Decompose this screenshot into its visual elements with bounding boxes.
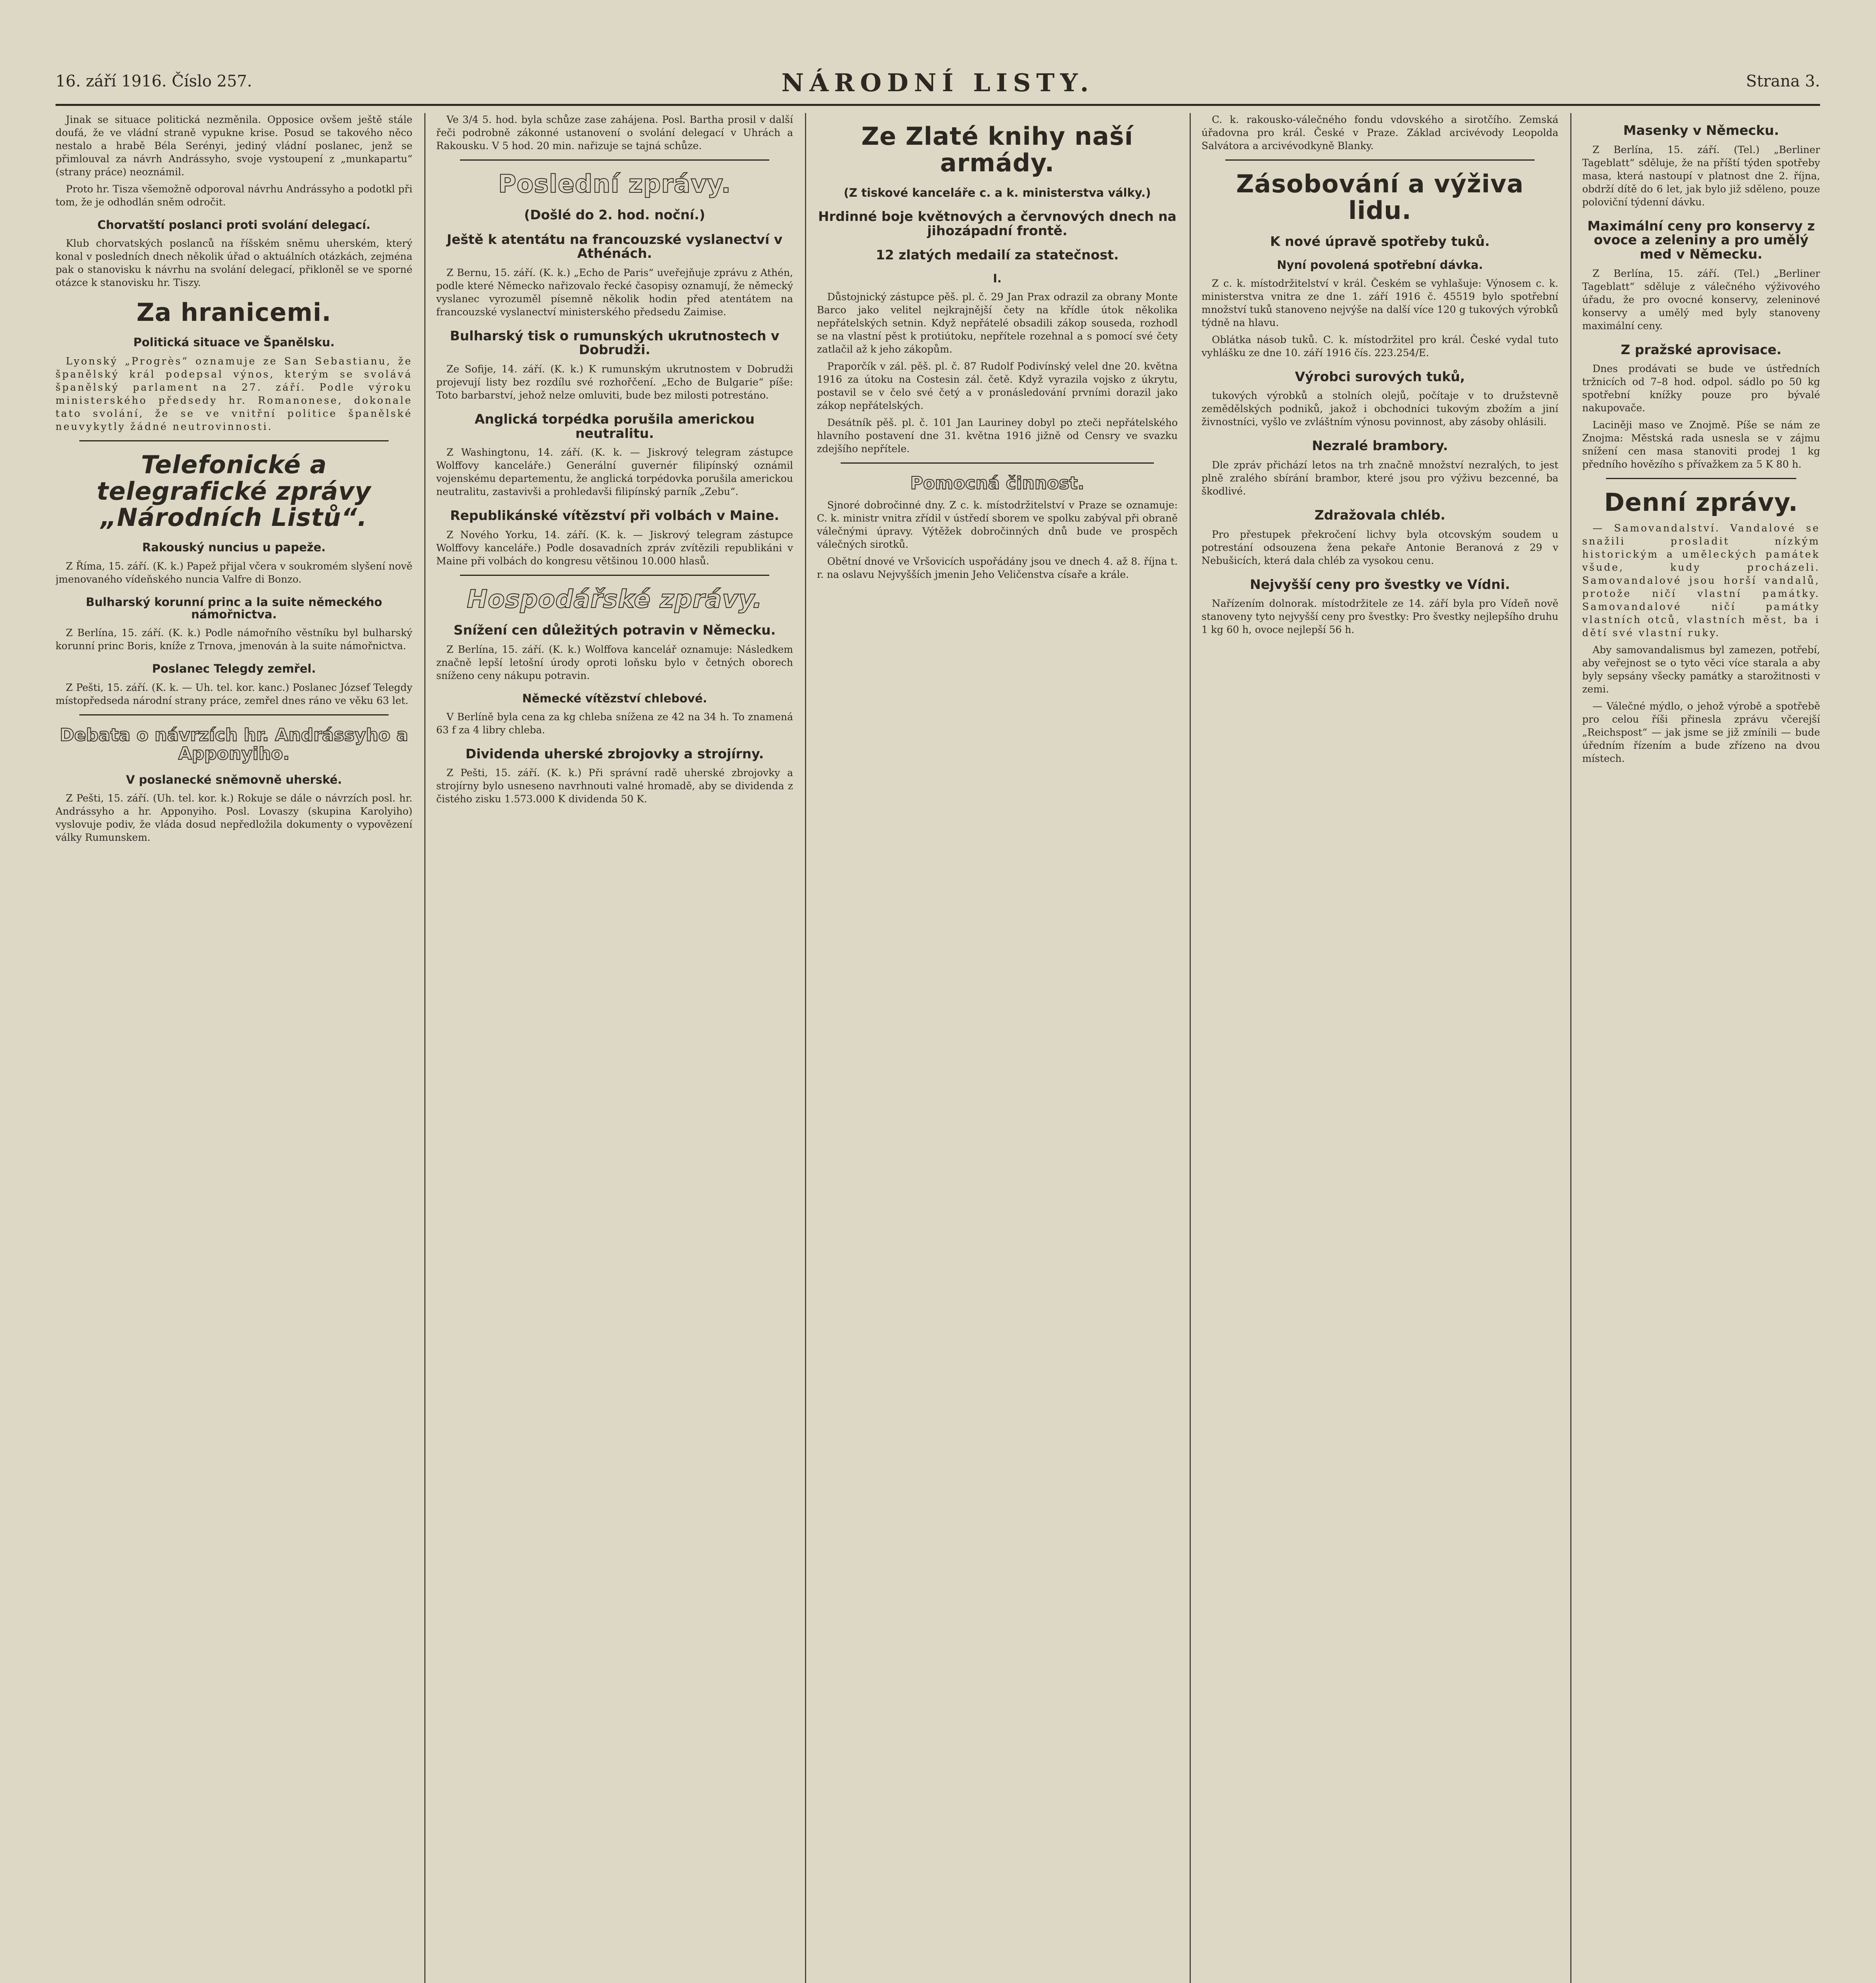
article-text: Důstojnický zástupce pěš. pl. č. 29 Jan Prax odrazil za obrany Monte Barco jako velitel nejkrajnější čety na křídle útok několika nepřátelských setnin. Když nepřátelé obsadili zákop souseda, rozhodl se na vlastní pěst k protiútoku, nepřítele rozehnal a s pomocí své čety zatlačil až k jeho zákopům.	[817, 291, 1178, 355]
article-text: Z Nového Yorku, 14. září. (K. k. — Jiskrový telegram zástupce Wolffovy kanceláře.) Podle dosavadních zpráv zvítězili republikáni v Maine při volbách do kongresu většinou 10.000 hlasů.	[436, 529, 793, 567]
article-text: Aby samovandalismus byl zamezen, potřebí, aby veřejnost se o tyto věci více starala a aby byly sepsány všecky památky a starožitnosti v zemi.	[1582, 644, 1820, 695]
article-text: Z Berlína, 15. září. (K. k.) Wolffova kancelář oznamuje: Následkem značně lepší letošní úrody oproti loňsku bylo v četných oborech sníženo ceny nákupu potravin.	[436, 643, 793, 681]
page-header	[56, 68, 1820, 106]
article-text: Ve 3/4 5. hod. byla schůze zase zahájena. Posl. Bartha prosil v další řeči podrobně zákonné ustanovení o svolání delegací v Uhrách a Rakousku. V 5 hod. 20 min. nařizuje se tajná schůze.	[436, 114, 793, 152]
article-heading: Rakouský nuncius u papeže.	[142, 541, 326, 554]
section-heading: Poslední zprávy.	[498, 169, 731, 198]
article-text: Obětní dnové ve Vršovicích uspořádány jsou ve dnech 4. až 8. října t. r. na oslavu Nejvyšších jmenin Jeho Veličenstva císaře a krále.	[817, 555, 1178, 580]
article-heading: Ještě k atentátu na francouzské vyslanectví v Athénách.	[446, 231, 783, 261]
column-3	[817, 113, 1178, 1983]
section-heading: Debata o návrzích hr. Andrássyho a Apponyiho.	[59, 725, 408, 764]
article-text: Z Berlína, 15. září. (Tel.) „Berliner Tageblatt“ sděluje, že na příští týden spotřeby masa, která nastoupí v platnost dne 2. října, obdrží dítě do 6 let, jak bylo již sděleno, pouze poloviční týdenní dávku.	[1582, 144, 1820, 208]
section-subheading: (Došlé do 2. hod. noční.)	[524, 207, 705, 222]
section-heading: Hospodářské zprávy.	[467, 584, 763, 614]
article-heading: Německé vítězství chlebové.	[522, 691, 707, 705]
divider	[460, 575, 769, 576]
article-text: Z Washingtonu, 14. září. (K. k. — Jiskrový telegram zástupce Wolffovy kanceláře.) Generální guvernér filipínský oznámil vojenskému departementu, že anglická torpédovka porušila americkou neutralitu, zastavivši a prohledavši filipínský parník „Zebu“.	[436, 447, 793, 498]
section-heading: Chorvatští poslanci proti svolání delegací.	[97, 218, 371, 232]
column-separator	[805, 113, 806, 1983]
article-heading: K nové úpravě spotřeby tuků.	[1270, 233, 1490, 249]
article-heading: Dividenda uherské zbrojovky a strojírny.	[465, 746, 764, 761]
section-heading: Telefonické a telegrafické zprávy „Národních Listů“.	[96, 450, 372, 532]
article-text: Z Pešti, 15. září. (Uh. tel. kor. k.) Rokuje se dále o návrzích posl. hr. Andrássyho a hr. Apponyiho. Posl. Lovaszy (skupina Karolyiho) vyslovuje podiv, že vláda dosud nepředložila dokumenty o vypovězení války Rumunskem.	[56, 792, 412, 844]
article-heading: Republikánské vítězství při volbách v Maine.	[450, 508, 779, 524]
article-text: Desátník pěš. pl. č. 101 Jan Lauriney dobyl po zteči nepřátelského hlavního postavení dne 31. května 1916 jižně od Censry ve svazku zdejšího nepřítele.	[817, 417, 1178, 455]
article-text: C. k. rakousko-válečného fondu vdovského a sirotčího. Zemská úřadovna pro král. České v Praze. Základ arcivévody Leopolda Salvátora a arcivévodkyně Blanky.	[1201, 114, 1558, 152]
article-heading: Poslanec Telegdy zemřel.	[152, 662, 316, 676]
part-number: I.	[993, 272, 1002, 286]
section-heading: Denní zprávy.	[1604, 488, 1798, 517]
masthead-title: NÁRODNÍ LISTY.	[781, 68, 1094, 97]
article-text: Ze Sofije, 14. září. (K. k.) K rumunským ukrutnostem v Dobrudži projevují listy bez rozdílu své rozhořčení. „Echo de Bulgarie“ píše: Toto barbarství, jehož nelze omluviti, bude bez milosti potrestáno.	[436, 363, 793, 401]
article-heading: Z pražské aprovisace.	[1621, 341, 1782, 357]
article-heading: Politická situace ve Španělsku.	[133, 336, 335, 349]
column-5	[1582, 113, 1820, 1983]
article-heading: 12 zlatých medailí za statečnost.	[876, 247, 1119, 263]
article-heading: Nezralé brambory.	[1312, 438, 1448, 454]
article-text: — Válečné mýdlo, o jehož výrobě a spotřebě pro celou říši přinesla zprávu včerejší „Reichspost“ — jak jsme se již zmínili — bude úředním řízením a bude zřízeno na dvou místech.	[1582, 700, 1820, 765]
article-heading: Zdražovala chléb.	[1315, 507, 1445, 523]
article-text: tukových výrobků a stolních olejů, počítaje v to družstevně zemědělských podniků, jakož i obchodníci tukovým zbožím a jiní živnostníci, vyšlo ve zvláštním výnosu povinnost, aby zásoby ohlásili.	[1201, 390, 1558, 428]
article-text: V Berlíně byla cena za kg chleba snížena ze 42 na 34 h. To znamená 63 f za 4 libry chleba.	[436, 711, 793, 736]
article-text: Jinak se situace politická nezměnila. Opposice ovšem ještě stále doufá, že ve vládní straně vypukne krise. Posud se takového něco nestalo a hrabě Béla Serényi, jediný vládní poslanec, jenž se přimlouval za návrh Andrássyho, svoje vystoupení z „munkapartu“ (strany práce) neoznámil.	[56, 114, 412, 178]
article-text: Dnes prodávati se bude ve ústředních tržnicích od 7–8 hod. odpol. sádlo po 50 kg spotřební knížky pouze pro bývalé nakupovače.	[1582, 363, 1820, 414]
divider	[1606, 478, 1796, 479]
article-text: Z Říma, 15. září. (K. k.) Papež přijal včera v soukromém slyšení nově jmenovaného vídeňského nuncia Valfre di Bonzo.	[56, 560, 412, 585]
article-text: Pro přestupek překročení lichvy byla otcovským soudem u potrestání odsouzena žena pekaře Antonie Beranová z 29 v Nebušicích, která dala chléb za vysokou cenu.	[1201, 528, 1558, 566]
divider	[841, 462, 1154, 464]
article-text: Dle zpráv přichází letos na trh značně množství nezralých, to jest plně zralého sbírání brambor, které jsou pro výživu bezcenné, ba škodlivé.	[1201, 459, 1558, 497]
article-text: Oblátka násob tuků. C. k. místodržitel pro král. České vydal tuto vyhlášku ze dne 10. září 1916 čís. 223.254/E.	[1201, 334, 1558, 359]
page-number: Strana 3.	[1746, 72, 1820, 90]
column-4	[1201, 113, 1558, 1983]
article-text: Z Pešti, 15. září. (K. k. — Uh. tel. kor. kanc.) Poslanec József Telegdy místopředseda národní strany práce, zemřel dnes ráno ve věku 63 let.	[56, 681, 412, 706]
article-text: Laciněji maso ve Znojmě. Píše se nám ze Znojma: Městská rada usnesla se v zájmu snížení cen masa stanoviti prodej 1 kg předního hovězího s přívažkem za 5 K 80 h.	[1582, 419, 1820, 470]
article-text: Nařízením dolnorak. místodržitele ze 14. září byla pro Vídeň nově stanoveny tyto nejvyšší ceny pro švestky: Pro švestky nejlepšího druhu 1 kg 60 h, ovoce nejlepší 56 h.	[1201, 598, 1558, 636]
article-text: Sjnoré dobročinné dny. Z c. k. místodržitelství v Praze se oznamuje: C. k. ministr vnitra zřídil v ústředí sborem ve spolku zabýval při obraně válečnými úpravy. Výtěžek dobročinných dnů bude ve prospěch válečných sirotků.	[817, 499, 1178, 550]
article-heading: Výrobci surových tuků,	[1295, 368, 1465, 384]
divider	[1225, 159, 1535, 161]
article-heading: Nejvyšší ceny pro švestky ve Vídni.	[1249, 576, 1510, 592]
section-subheading: (Z tiskové kanceláře c. a k. ministerstva války.)	[843, 186, 1151, 199]
column-separator	[1570, 113, 1571, 1983]
divider	[460, 159, 769, 161]
article-text: Klub chorvatských poslanců na říšském sněmu uherském, který konal v posledních dnech několik úřad o aktuálních otázkách, zejména pak o stanovisku k návrhu na svolání delegací, přikloněl se ve sporné otázce k stanovisku hr. Tiszy.	[56, 238, 412, 289]
article-text: Lyonský „Progrès“ oznamuje ze San Sebastianu, že španělský král podepsal výnos, kterým se svolává španělský parlament na 27. září. Podle výroku ministerského předsedy hr. Romanonese, dokonale tato svolání, že se ve vnitřní politice španělské neuvykytly žádné neutrovinnosti.	[56, 355, 412, 432]
article-text: Praporčík v zál. pěš. pl. č. 87 Rudolf Podivínský velel dne 20. května 1916 za útoku na Costesin zál. četě. Když vyrazila vojsko z úkrytu, postavil se v čelo své četý a v pronásledování prvními dorazil jako zákop nepřátelských.	[817, 361, 1178, 412]
divider	[79, 440, 389, 441]
column-separator	[424, 113, 425, 1983]
section-heading: Pomocná činnost.	[910, 473, 1085, 494]
article-text: Z Bernu, 15. září. (K. k.) „Echo de Paris“ uveřejňuje zprávu z Athén, podle které Německo nařizovalo řecké časopisy oznamují, že německý vyslanec vyrozuměl písemně několik hodin před atentátem na francouzské vyslanectví ministerského předsedu Zaimise.	[436, 267, 793, 318]
article-text: — Samovandalství. Vandalové se snažili prosladit nízkým historickým a uměleckých památek všude, kudy procházeli. Samovandalové jsou horší vandalů, protože ničí vlastní památky. Samovandalové ničí památky vlastních otců, vlastních měst, ba i dětí své vlastní ruky.	[1582, 522, 1820, 639]
article-text: Z Berlína, 15. září. (Tel.) „Berliner Tageblatt“ sděluje z válečného výživového úřadu, že pro ovocné konservy, zeleninové konservy a umělý med byly stanoveny maximální ceny.	[1582, 267, 1820, 332]
column-separator	[1190, 113, 1191, 1983]
article-text: Z c. k. místodržitelství v král. Českém se vyhlašuje: Výnosem c. k. ministerstva vnitra ze dne 1. září 1916 č. 45519 bylo spotřební množství tuků stanoveno nejvýše na další více 120 g tukových výrobků týdně na hlavu.	[1201, 277, 1558, 328]
column-1	[56, 113, 412, 1983]
article-heading: Snížení cen důležitých potravin v Německu.	[453, 622, 776, 638]
section-heading: Za hranicemi.	[136, 298, 332, 327]
section-heading: Ze Zlaté knihy naší armády.	[861, 122, 1133, 177]
article-heading: Anglická torpédka porušila americkou neutralitu.	[474, 411, 755, 441]
article-heading: Hrdinné boje květnových a červnových dnech na jihozápadní frontě.	[818, 209, 1177, 238]
divider	[79, 714, 389, 715]
article-subheading: Nyní povolená spotřební dávka.	[1277, 258, 1483, 272]
issue-date: 16. září 1916. Číslo 257.	[56, 72, 252, 90]
article-text: Z Berlína, 15. září. (K. k.) Podle námořního věstníku byl bulharský korunní princ Boris, kníže z Trnova, jmenován à la suite námořnictva.	[56, 627, 412, 652]
column-2	[436, 113, 793, 1983]
article-heading: Bulharský tisk o rumunských ukrutnostech v Dobrudži.	[450, 328, 780, 358]
article-heading: Masenky v Německu.	[1623, 123, 1779, 138]
article-heading: Bulharský korunní princ a la suite německého námořnictva.	[86, 595, 382, 621]
article-subheading: V poslanecké sněmovně uherské.	[126, 773, 342, 786]
article-text: Proto hr. Tisza všemožně odporoval návrhu Andrássyho a podotkl při tom, že je odhodlán sněm odročit.	[56, 183, 412, 208]
article-heading: Maximální ceny pro konservy z ovoce a zeleniny a pro umělý med v Německu.	[1587, 218, 1815, 262]
section-heading: Zásobování a výživa lidu.	[1236, 169, 1524, 225]
article-text: Z Pešti, 15. září. (K. k.) Při správní radě uherské zbrojovky a strojírny bylo usneseno navrhnouti valné hromadě, aby se dividenda z čistého zisku 1.573.000 K dividenda 50 K.	[436, 767, 793, 805]
